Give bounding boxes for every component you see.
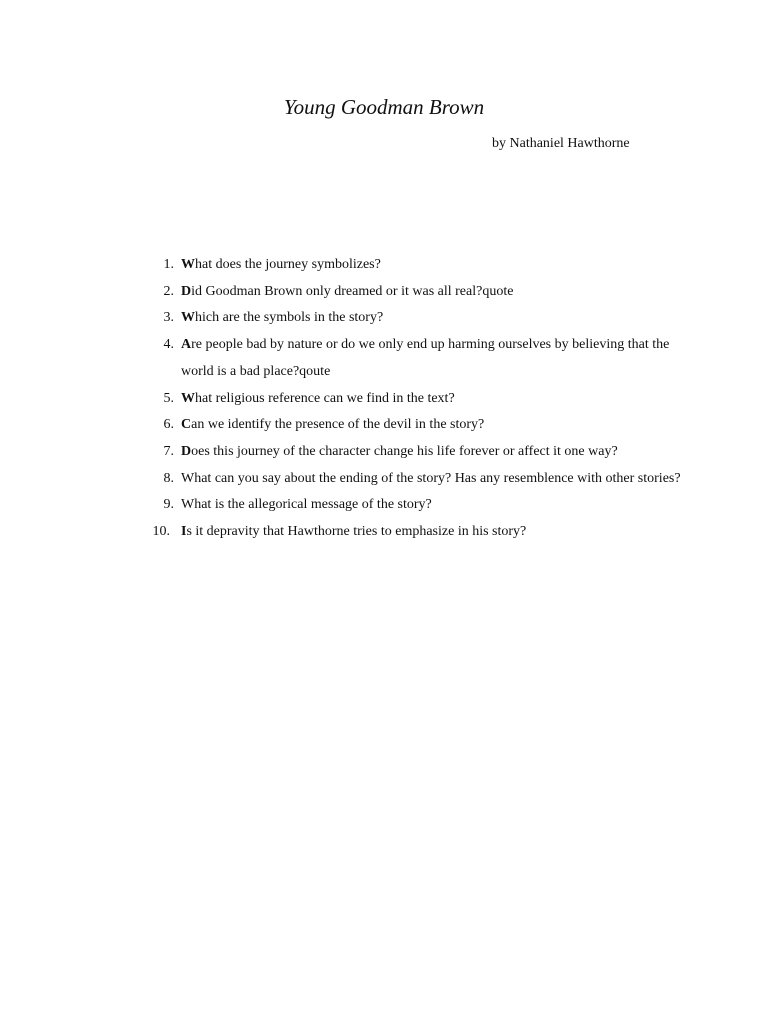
question-initial: I	[181, 524, 187, 540]
question-text: id Goodman Brown only dreamed or it was all real?quote	[191, 283, 514, 299]
question-item	[150, 386, 690, 413]
author-line: by Nathaniel Hawthorne	[492, 136, 630, 151]
question-number: 7.	[163, 443, 174, 459]
question-text: What is the allegorical message of the story?	[181, 497, 432, 513]
question-text: s it depravity that Hawthorne tries to emphasize in his story?	[186, 524, 527, 540]
question-number: 5.	[163, 390, 174, 406]
question-item	[150, 252, 690, 279]
document-title-text: Young Goodman Brown	[283, 95, 485, 119]
question-text: hat does the journey symbolizes?	[195, 257, 381, 272]
question-initial: D	[181, 443, 192, 459]
question-number: 6.	[163, 417, 174, 433]
question-item	[150, 305, 690, 332]
question-initial: W	[181, 310, 195, 326]
question-initial: A	[181, 337, 192, 353]
question-item	[150, 332, 690, 385]
question-number: 8.	[163, 470, 174, 486]
question-list	[150, 252, 690, 546]
question-number: 3.	[163, 310, 174, 326]
question-initial: C	[181, 417, 192, 433]
question-text: oes this journey of the character change his life forever or affect it one way?	[191, 443, 618, 459]
question-item	[150, 492, 690, 519]
question-item	[150, 412, 690, 439]
question-item	[150, 279, 690, 306]
question-number: 1.	[163, 257, 174, 272]
question-text: hich are the symbols in the story?	[195, 310, 384, 326]
question-number: 9.	[163, 497, 174, 513]
question-text: What can you say about the ending of the story? Has any resemblence with other stories?	[181, 470, 681, 486]
question-item	[150, 519, 690, 546]
question-number: 4.	[163, 337, 174, 353]
question-text: an we identify the presence of the devil in the story?	[191, 417, 485, 433]
question-item	[150, 439, 690, 466]
question-text: re people bad by nature or do we only end up harming ourselves by believing that the world is a bad place?qoute	[181, 337, 670, 379]
question-initial: W	[181, 257, 195, 272]
question-initial: D	[181, 283, 192, 299]
question-number: 10.	[152, 524, 170, 540]
question-initial: W	[181, 390, 195, 406]
question-item	[150, 466, 690, 493]
question-number: 2.	[163, 283, 174, 299]
question-text: hat religious reference can we find in the text?	[195, 390, 455, 406]
document-title	[0, 93, 768, 121]
